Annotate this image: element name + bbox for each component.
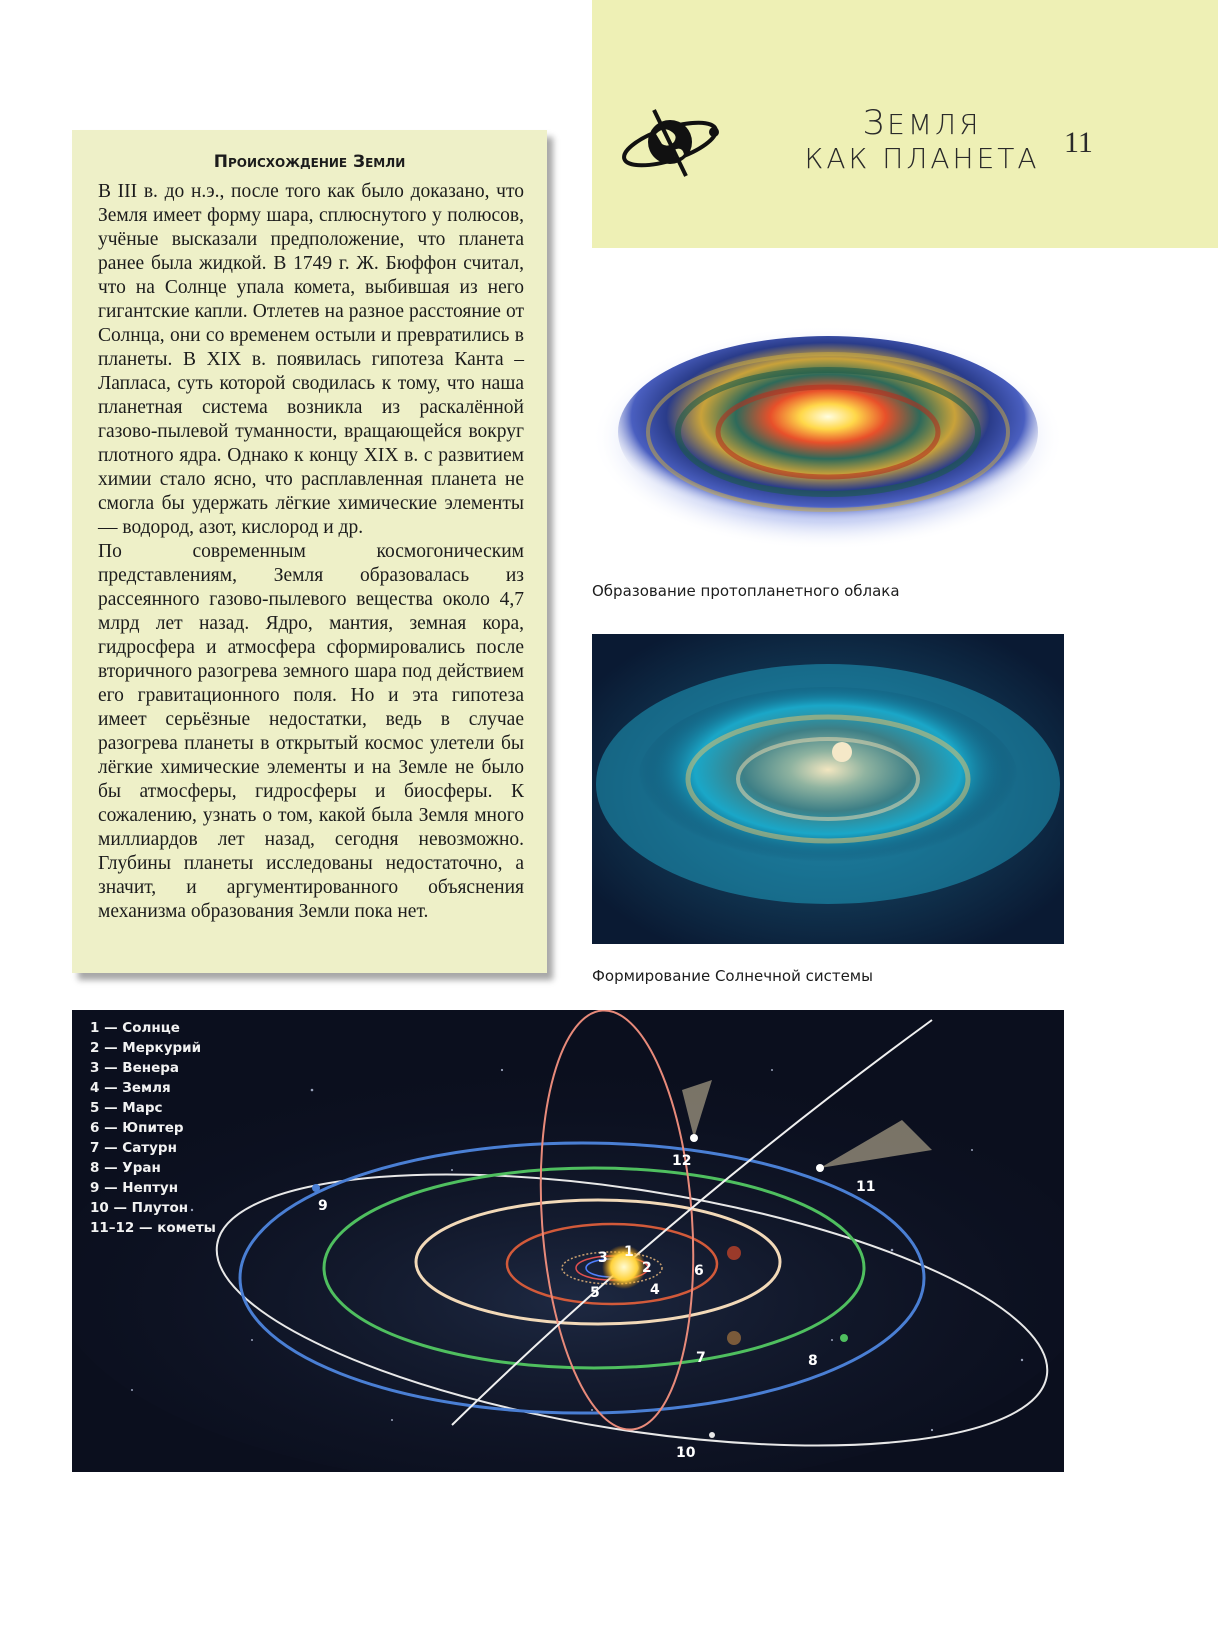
solar-system-orbits xyxy=(72,1010,1064,1472)
label-neptune: 9 xyxy=(318,1198,328,1214)
sidebar-title: Происхождение Земли xyxy=(213,152,406,172)
legend-item: 5 — Марс xyxy=(90,1100,163,1116)
legend-item: 10 — Плутон xyxy=(90,1200,189,1216)
solar-system-formation-image xyxy=(592,634,1064,944)
legend-item: 6 — Юпитер xyxy=(90,1120,184,1136)
sidebar-paragraph: В III в. до н.э., после того как было доказано, что Земля имеет форму шара, сплюснутого у полюсов, учёные высказали предположение, что планета ранее была жидкой. В 1749 г. Ж. Бюффон считал, что на Солнце упала комета, выбившая из него гигантские капли. Отлетев на разное расстояние от Солнца, они со временем остыли и превратились в планеты. В XIX в. появилась гипотеза Канта – Лапласа, суть которой сводилась к тому, что наша планетная система возникла из раскалённой газово-пылевой туманности, вращающейся вокруг плотного ядра. Однако к концу XIX в. с развитием химии стало ясно, что расплавленная планета не смогла бы удержать лёгкие химические элементы — водород, азот, кислород и др. xyxy=(98,181,524,538)
protoplanetary-cloud-image xyxy=(592,320,1064,570)
planet-orbit-icon xyxy=(618,102,728,182)
caption-solar-system-formation: Формирование Солнечной системы xyxy=(592,967,873,985)
legend-item: 3 — Венера xyxy=(90,1060,179,1076)
chapter-title-line1: ЗЕМЛЯ xyxy=(862,103,982,143)
label-mercury: 2 xyxy=(642,1260,652,1276)
label-mars: 5 xyxy=(590,1285,600,1301)
sidebar-textbox xyxy=(72,130,547,973)
legend-item: 9 — Нептун xyxy=(90,1180,179,1196)
sidebar-paragraph: По современным космогоническим представлениям, Земля образовалась из рассеянного газово-пылевого вещества около 4,7 млрд лет назад. Ядро, мантия, земная кора, гидросфера и атмосфера сформировались после вторичного разогрева земного шара под действием его гравитационного поля. Но и эта гипотеза имеет серьёзные недостатки, ведь в случае разогрева планеты в открытый космос улетели бы лёгкие химические элементы и на Земле не было бы атмосферы, гидросферы и биосферы. К сожалению, узнать о том, какой была Земля много миллиардов лет назад, сегодня невозможно. Глубины планеты исследованы недостаточно, а значит, и аргументированного объяснения механизма образования Земли пока нет. xyxy=(98,541,524,922)
label-uranus: 8 xyxy=(808,1353,818,1369)
legend-item: 8 — Уран xyxy=(90,1160,161,1176)
legend-item: 7 — Сатурн xyxy=(90,1140,177,1156)
diagram-legend xyxy=(90,1018,216,1238)
label-earth: 4 xyxy=(650,1282,660,1298)
label-pluto: 10 xyxy=(676,1445,696,1461)
caption-protoplanetary-cloud: Образование протопланетного облака xyxy=(592,582,900,600)
chapter-header xyxy=(592,0,1218,248)
label-comet-12: 12 xyxy=(672,1153,692,1169)
legend-item: 11–12 — кометы xyxy=(90,1220,216,1236)
sidebar-body xyxy=(98,180,524,924)
legend-item: 1 — Солнце xyxy=(90,1020,180,1036)
label-venus: 3 xyxy=(598,1250,608,1266)
label-comet-11: 11 xyxy=(856,1179,876,1195)
chapter-title-line2: КАК ПЛАНЕТА xyxy=(804,142,1040,175)
label-saturn: 7 xyxy=(696,1350,706,1366)
label-jupiter: 6 xyxy=(694,1263,704,1279)
legend-item: 4 — Земля xyxy=(90,1080,171,1096)
legend-item: 2 — Меркурий xyxy=(90,1040,202,1056)
label-sun: 1 xyxy=(624,1244,634,1260)
page-number: 11 xyxy=(1064,126,1093,159)
solar-system-diagram xyxy=(72,1010,1064,1472)
chapter-title xyxy=(792,103,1052,176)
